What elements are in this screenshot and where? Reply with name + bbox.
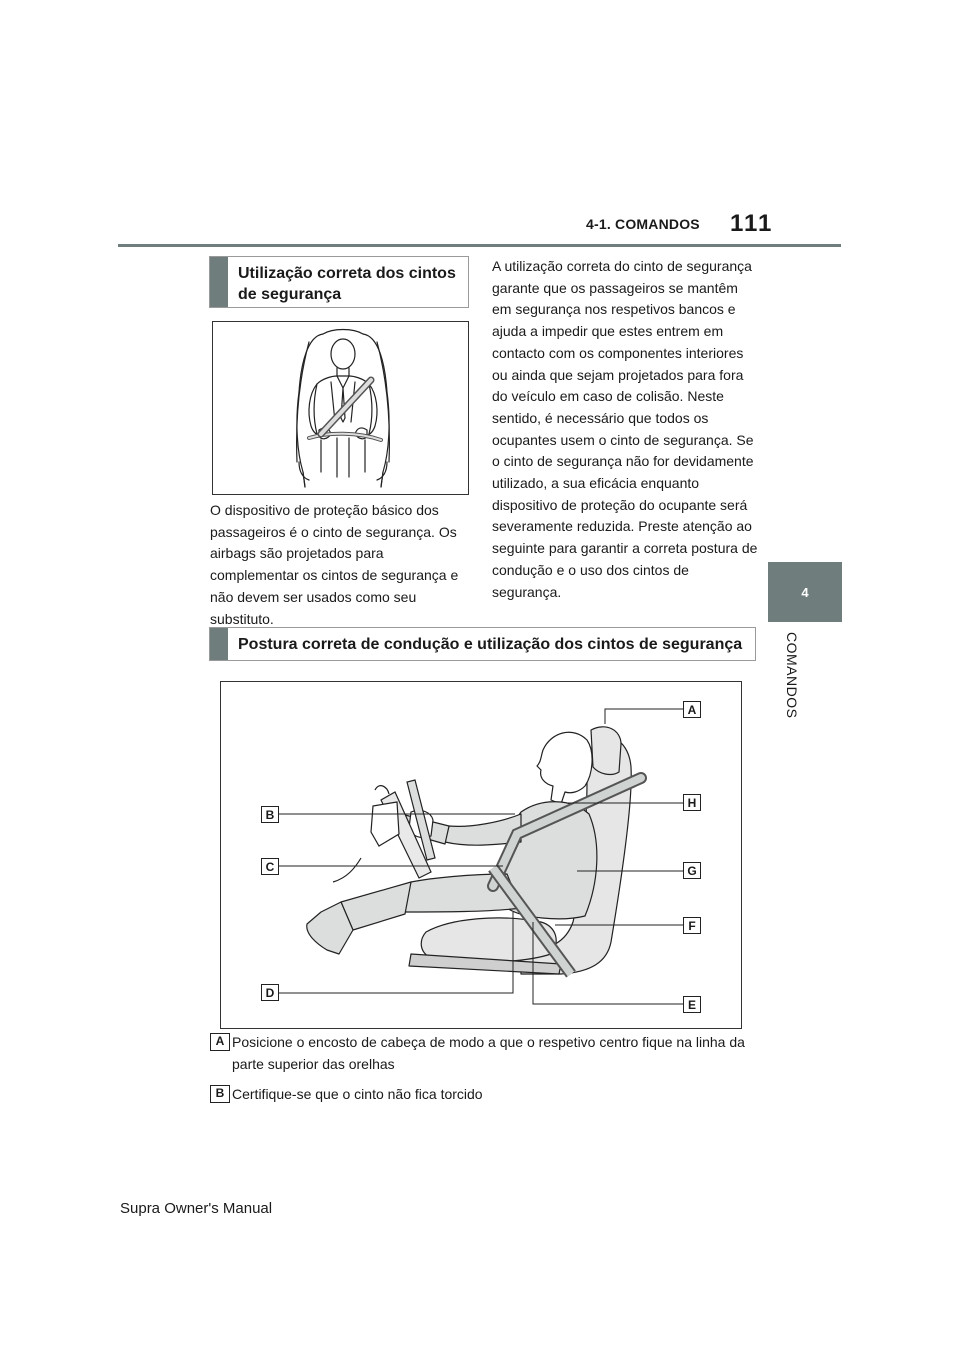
figure-label-f: F: [683, 917, 701, 934]
footer-manual-title: Supra Owner's Manual: [120, 1200, 273, 1217]
section-title: 4-1. COMANDOS: [586, 216, 700, 232]
item-label: A: [210, 1033, 230, 1051]
chapter-tab[interactable]: [768, 562, 842, 622]
section-heading-seatbelt-use: [209, 256, 469, 308]
chapter-side-label: [770, 632, 810, 752]
page-number: 111: [730, 210, 774, 237]
figure-label-a: A: [683, 701, 701, 718]
header-divider: [118, 244, 841, 247]
figure-label-d: D: [261, 984, 279, 1001]
heading-text: Utilização correta dos cintos de segurança: [238, 265, 456, 303]
driving-posture-illustration: [221, 682, 741, 1028]
figure-label-c: C: [261, 858, 279, 875]
chapter-label: COMANDOS: [784, 632, 800, 719]
list-item-headrest: [210, 1032, 760, 1075]
paragraph-correct-use: A utilização correta do cinto de segurança garante que os passageiros se mantêm em segurança nos respetivos bancos e ajuda a impedir que estes entrem em contacto com os componentes interiores ou ainda que sejam projetados para fora do veículo em caso de colisão. Neste sentido, é necessário que todos os ocupantes usem o cinto de segurança. Se o cinto de segurança não for devidamente utilizado, a sua eficácia enquanto dispositivo de proteção do ocupante será severamente reduzida. Preste atenção ao seguinte para garantir a correta postura de condução e o uso dos cintos de segurança.: [492, 258, 758, 600]
heading-text: Postura correta de condução e utilização dos cintos de segurança: [238, 636, 743, 653]
occupant-illustration: [213, 322, 468, 494]
heading-bar: [210, 628, 228, 660]
figure-label-h: H: [683, 794, 701, 811]
figure-driving-posture: [220, 681, 742, 1029]
item-label: B: [210, 1085, 230, 1103]
figure-label-b: B: [261, 806, 279, 823]
figure-label-g: G: [683, 862, 701, 879]
heading-bar: [210, 257, 228, 307]
chapter-number: 4: [801, 584, 809, 600]
figure-seated-occupant: [212, 321, 469, 495]
list-item-belt-not-twisted: [210, 1084, 760, 1106]
section-heading-driving-posture: [209, 627, 756, 661]
item-text: Posicione o encosto de cabeça de modo a que o respetivo centro fique na linha da parte superior das orelhas: [232, 1034, 745, 1072]
figure-label-e: E: [683, 996, 701, 1013]
item-text: Certifique-se que o cinto não fica torcido: [232, 1086, 483, 1102]
paragraph-basic-protection: O dispositivo de proteção básico dos passageiros é o cinto de segurança. Os airbags são projetados para complementar os cintos de segurança e não devem ser usados como seu substituto.: [210, 502, 459, 627]
